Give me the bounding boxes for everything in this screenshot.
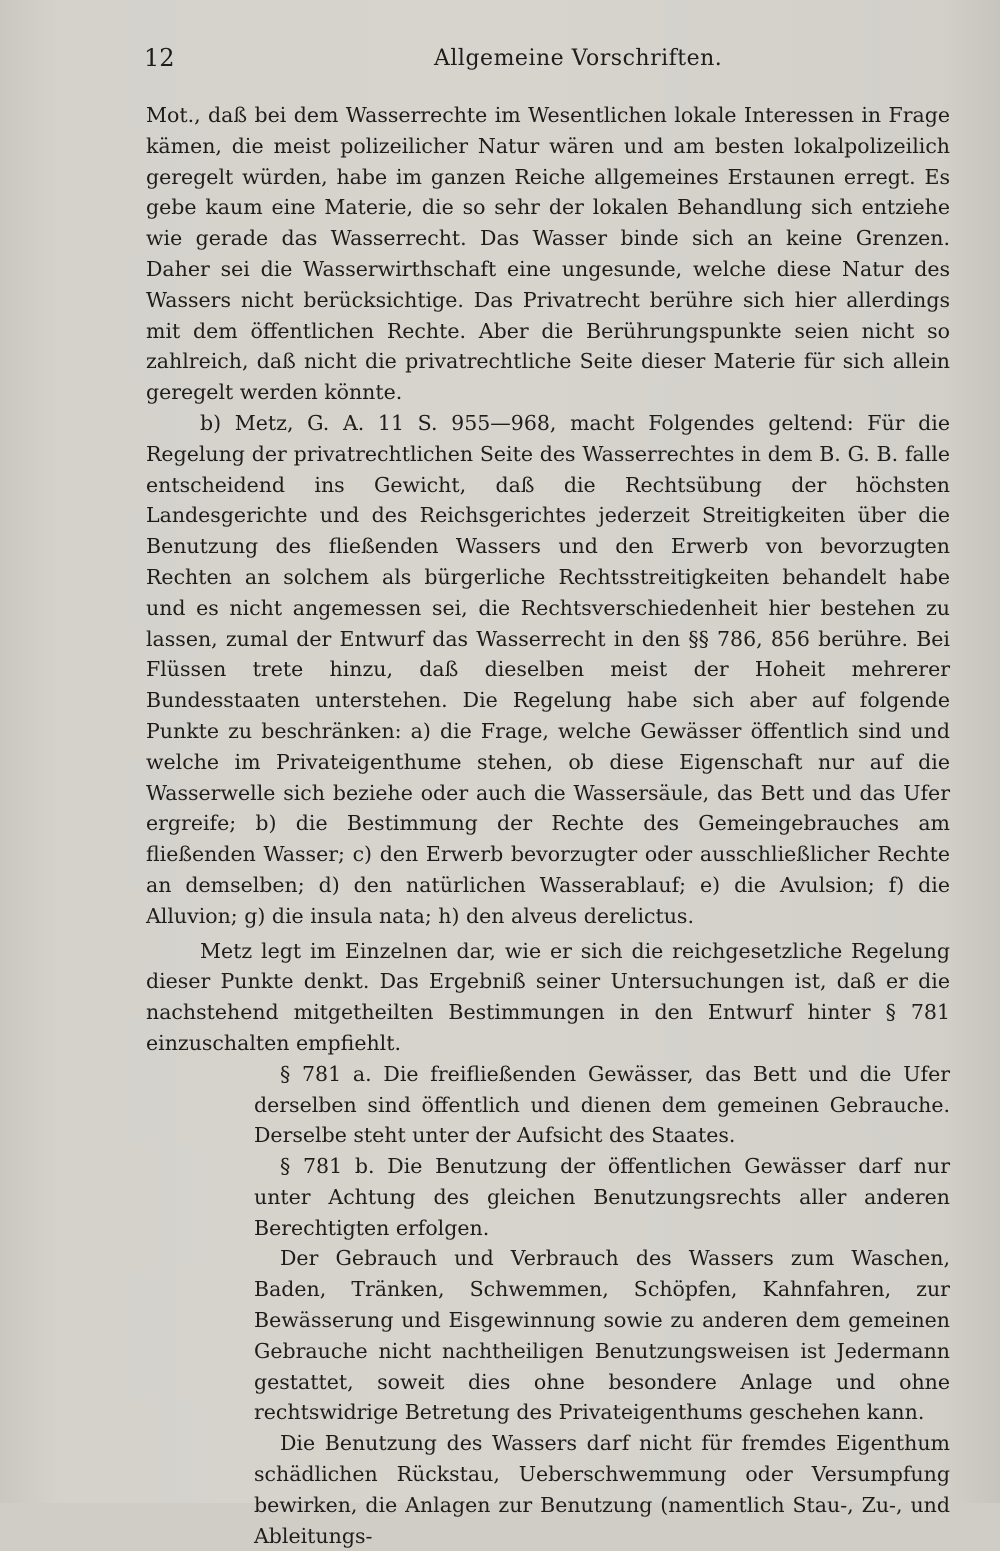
body-text xyxy=(146,100,950,1551)
paragraph-metz-proposal: Metz legt im Einzelnen dar, wie er sich die reichgesetzliche Regelung dieser Punkte denkt. Das Ergebniß seiner Untersuchungen ist, daß er die nachstehend mitgetheilten Bestimmungen in den Entwurf hinter § 781 einzuschalten empfiehlt. xyxy=(146,938,950,1055)
paragraph-metz-argument: b) Metz, G. A. 11 S. 955—968, macht Folgendes geltend: Für die Regelung der privatrechtlichen Seite des Wasserrechtes in dem B. G. B. falle entscheidend ins Gewicht, daß die Rechtsübung der höchsten Landesgerichte und des Reichsgerichtes jederzeit Streitigkeiten über die Benutzung des fließenden Wassers und den Erwerb von bevorzugten Rechten an solchem als bürgerliche Rechtsstreitigkeiten behandelt habe und es nicht angemessen sei, die Rechtsverschiedenheit hier bestehen zu lassen, zumal der Entwurf das Wasserrecht in den §§ 786, 856 berühre. Bei Flüssen trete hinzu, daß dieselben meist der Hoheit mehrerer Bundesstaaten unterstehen. Die Regelung habe sich aber auf folgende Punkte zu beschränken: a) die Frage, welche Gewässer öffentlich sind und welche im Privateigenthume stehen, ob diese Eigenschaft nur auf die Wasserwelle sich beziehe oder auch die Wassersäule, das Bett und das Ufer ergreife; b) die Bestimmung der Rechte des Gemeingebrauches am fließenden Wasser; c) den Erwerb bevorzugter oder ausschließlicher Rechte an demselben; d) den natürlichen Wasserablauf; e) die Avulsion; f) die Alluvion; g) die insula nata; h) den alveus derelictus. xyxy=(146,410,950,928)
section-781b-usage: Der Gebrauch und Verbrauch des Wassers zum Waschen, Baden, Tränken, Schwemmen, Schöpfen, Kahnfahren, zur Bewässerung und Eisgewinnung sowie zu anderen dem gemeinen Gebrauche nicht nachtheiligen Benutzungsweisen ist Jedermann gestattet, soweit dies ohne besondere Anlage und ohne rechtswidrige Betretung des Privateigenthums geschehen kann. xyxy=(254,1246,950,1425)
section-781b: § 781 b. Die Benutzung der öffentlichen Gewässer darf nur unter Achtung des gleichen Benutzungsrechts aller anderen Berechtigten erfolgen. xyxy=(254,1154,950,1240)
section-781a: § 781 a. Die freifließenden Gewässer, das Bett und die Ufer derselben sind öffentlich und dienen dem gemeinen Gebrauche. Derselbe steht unter der Aufsicht des Staates. xyxy=(254,1061,950,1148)
running-head xyxy=(144,44,950,84)
paragraph-motive-quote: Mot., daß bei dem Wasserrechte im Wesentlichen lokale Interessen in Frage kämen, die meist polizeilicher Natur wären und am besten lokalpolizeilich geregelt würden, habe im ganzen Reiche allgemeines Erstaunen erregt. Es gebe kaum eine Materie, die so sehr der lokalen Behandlung sich entziehe wie gerade das Wasserrecht. Das Wasser binde sich an keine Grenzen. Daher sei die Wasserwirthschaft eine ungesunde, welche diese Natur des Wassers nicht berücksichtige. Das Privatrecht berühre sich hier allerdings mit dem öffentlichen Rechte. Aber die Berührungspunkte seien nicht so zahlreich, daß nicht die privatrechtliche Seite dieser Materie für sich allein geregelt werden könnte. xyxy=(146,103,950,405)
proposed-sections xyxy=(254,1059,950,1551)
page-number: 12 xyxy=(144,44,175,72)
running-title: Allgemeine Vorschriften. xyxy=(434,46,723,71)
section-781b-restriction: Die Benutzung des Wassers darf nicht für fremdes Eigenthum schädlichen Rückstau, Ueberschwemmung oder Versumpfung bewirken, die Anlagen zur Benutzung (namentlich Stau-, Zu-, und Ableitungs- xyxy=(254,1431,950,1548)
